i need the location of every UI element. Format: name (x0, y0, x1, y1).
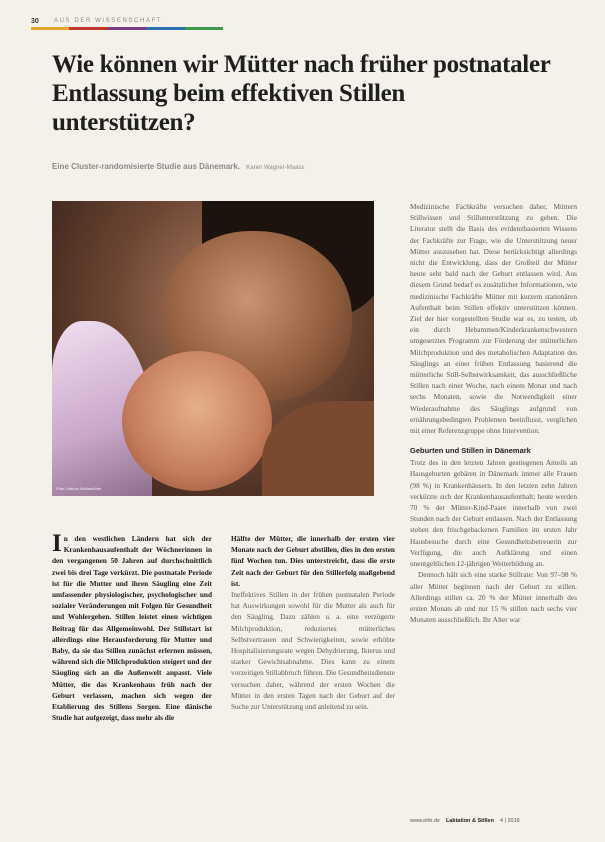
article-subtitle-line (52, 162, 572, 171)
rule-segment (146, 27, 184, 30)
page-footer (410, 818, 585, 824)
section-heading: Geburten und Stillen in Dänemark (410, 446, 531, 456)
body-paragraph: Dennoch hält sich eine starke Stillrate: Von 97–98 % aller Mütter beginnen nach der Geburt zu stillen. Allerdings stillen ca. 20 % der Mütter innerhalb des ersten Monats ab und nur 15 % stillen nach sechs vier Monaten ausschließlich. Ihr Alter war (410, 570, 577, 625)
article-author: Karen Wagner-Maass (246, 165, 305, 171)
footer-url: www.ehb.de (410, 818, 440, 824)
photo-shape-baby (122, 351, 272, 491)
drop-cap: I (52, 530, 62, 557)
footer-journal: Laktation & Stillen (445, 818, 494, 824)
body-column-1 (52, 530, 212, 723)
footer-issue: 4 | 2016 (499, 818, 520, 824)
photo-shape-shoulder (262, 401, 374, 496)
body-paragraph: Medizinische Fachkräfte versuchen daher, Müttern Stillwissen und Stillunterstützung zu geben. Die Literatur stellt die Basis des evidenzbasierten Wissens der Fachkräfte zur Frage, wie die Unterstützung neuer Mütter auszusehen hat. Diese berücksichtigt allerdings nicht die Entwicklung, dass der Großteil der Mütter heute sehr bald nach der Geburt entlassen wird. Aus diesem Grund bedarf es zusätzlicher Informationen, wie medizinische Fachkräfte Mütter mit kurzem stationären Aufenthalt beim Stillen effektiv unterstützen können. Ziel der hier vorgestellten Studie war es, zu testen, ob ein durch Hebammen/Kinderkrankenschwestern umgesetztes Programm zur Förderung der mütterlichen Milchproduktion und des metabolischen Adaptation des Säuglings an einer frühen Entlassung basierend die mütterliche Still-Selbstwirksamkeit, das ausschließliche Stillen nach einer Woche, nach einem Monat und nach sechs Monaten, sowie die Notwendigkeit einer Wiederaufnahme des Säuglings aufgrund von ernährungsbedingten Problemen beeinflusst, verglichen mit einer Referenzgruppe ohne Intervention. (410, 202, 577, 436)
rule-segment (185, 27, 223, 30)
article-subtitle: Eine Cluster-randomisierte Studie aus Dänemark. (52, 162, 241, 171)
section-label: AUS DER WISSENSCHAFT (54, 18, 163, 24)
body-column-2 (231, 533, 395, 712)
lead-paragraph-continued: Hälfte der Mütter, die innerhalb der ersten vier Monate nach der Geburt abstillen, dies in den ersten fünf Wochen tun. Dies unterstreicht, dass die erste Zeit nach der Geburt für den Stillerfolg maßgebend ist. (231, 534, 395, 588)
body-paragraph: Ineffektives Stillen in der frühen postnatalen Periode hat Auswirkungen sowohl für die Mutter als auch für den Säugling. Dazu zählen u. a. eine verzögerte Milchproduktion, reduziertes mütterliches Selbstvertrauen und Schwierigkeiten, sowie erhöhte Hospitalisierungsrate wegen Dehydrierung, Ikterus und starker Gewichtsabnahme. Dies kann zu einem vorzeitigen Stillabbruch führen. Die Gesundheitsdienste versuchen daher, während der ersten Wochen die Mütter in den ersten Tagen nach der Geburt auf der Suche zur Unterstützung und anleitend zu sein. (231, 590, 395, 712)
lead-paragraph: n den westlichen Ländern hat sich der Krankenhausaufenthalt der Wöchnerinnen in den vergangenen 50 Jahren auf durchschnittlich zwei bis drei Tage verkürzt. Die postnatale Periode ist für die Mutter und ihren Säugling eine Zeit umfassender physiologischer, psychologischer und sozialer Veränderungen mit Folgen für Gesundheit und Wohlergehen. Stillen leistet einen wichtigen Beitrag für das Allgemeinwohl. Der Stillstart ist allerdings eine Herausforderung für Mutter und Baby, da sie das Stillen zunächst erlernen müssen, während sich die Milchproduktion steigert und der Säugling sich an die Außenwelt anpasst. Viele Mütter, die das Krankenhaus früh nach der Geburt verlassen, machen sich wegen der Etablierung des Stillens Sorgen. Eine dänische Studie hat aufgezeigt, dass mehr als die (52, 534, 212, 723)
article-title: Wie können wir Mütter nach früher postnataler Entlassung beim effektiven Stillen unterstützen? (52, 51, 551, 136)
body-paragraph: Trotz des in den letzten Jahren gestiegenen Anteils an Hausgeburten gebären in Dänemark immer alle Frauen (98 %) in Krankenhäusern. In den letzten zehn Jahren verkürzte sich der Krankenhausaufenthalt; heute werden 70 % der Mütter-Kind-Paare innerhalb von zwei Stunden nach der Geburt entlassen. Nach der Entlassung stehen den frischgebackenen Familien im ersten Jahr Hausbesuche durch eine Gesundheitsbetreuerin zur Verfügung, die auch Aufklärung und einen unentgeltlichen 12-jährigen Weiterbildung an. (410, 458, 577, 569)
photo-credit: Foto: Kathrin Wellenhöfer (56, 486, 102, 491)
rule-segment (108, 27, 146, 30)
page-number: 30 (31, 18, 39, 25)
article-photo (52, 201, 374, 496)
header-color-rule (31, 27, 223, 30)
rule-segment (69, 27, 107, 30)
rule-segment (31, 27, 69, 30)
body-column-3 (410, 201, 577, 625)
